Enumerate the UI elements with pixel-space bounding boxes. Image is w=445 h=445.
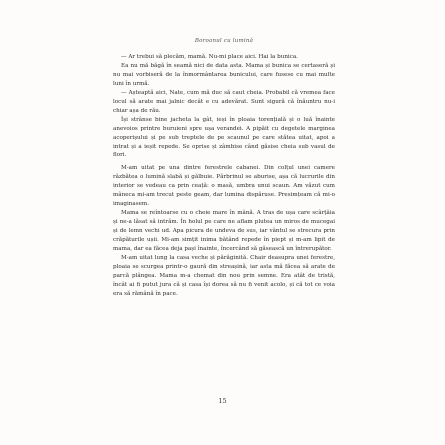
paragraph-2: Ea nu mă băgă în seamă nici de data asta. Mama și bunica se certaseră și nu mai vorbiseră de la înmormântarea bunicului, care fusese cu mai multe luni în urmă. (113, 62, 335, 87)
paragraph-7: M-am uitat lung la casa veche și părăginită. Chair deasupra unei ferestre, ploaia se scurgea printr-o gaură din streașină, iar asta mă făcea să arate de parcă plângea. Mama m-a chemat din nou prin semne. Era atât de tristă, încât ai fi putut jura că și casa își dorea să nu fi venit acolo, și că tot ce voia era să rămână în pace. (113, 254, 335, 297)
paragraph-6: Mama se reîntoarse cu o cheie mare în mână. A tras de ușa care scârțâia și ne-a lăsat să intrăm. În holul pe care ne aflam plutea un miros de mucegai și de lemn vechi ud. Apa picura de undeva de sus, iar vântul se strecura prin crăpăturile ușii. Mi-am simțit inima bătând repede în piept și m-am lipit de mama, dar ea făcea deja pași înainte, încercând să găsească un întrerupător. (113, 210, 335, 253)
body-text (113, 53, 335, 299)
paragraph-3: — Așteaptă aici, Nate, cum mă duc să caut cheia. Probabil că vremea face locul să arate mai jalnic decât e cu adevărat. Sunt sigură că înăuntru nu-i chiar așa de rău. (113, 89, 335, 114)
paragraph-1: — Ar trebui să plecăm, mamă. Nu-mi place aici. Hai la bunica. (121, 54, 298, 60)
page-number: 15 (218, 397, 227, 405)
running-head: Boroanul cu lumină (194, 38, 254, 44)
paragraph-5: M-am uitat pe una dintre ferestrele cabanei. Din colțul unei camere răzbătea o lumină slabă și gălbuie. Părbrinul se aburise, așa că lucrurile din interior se vedeau ca prin ceață: o masă, umbra unui scaun. Am văzut cum mâneca mi-am trecut peste geam, dar lumina dispăruse. Presimțeam că mi-o imaginasem. (113, 165, 335, 208)
paragraph-4: Își strânse bine jacheta la gât, ieși în ploaia torențială și o luă înainte anevoios printre buruieni spre ușa verandei. A pipăit cu degetele marginea acoperișului și pe sub treptele de pe scaunul pe care stătea uitat, apoi a intrat și a ieșit repede. Se oprise și zâmbise când găsise cheia sub vasul de flori. (113, 116, 335, 159)
